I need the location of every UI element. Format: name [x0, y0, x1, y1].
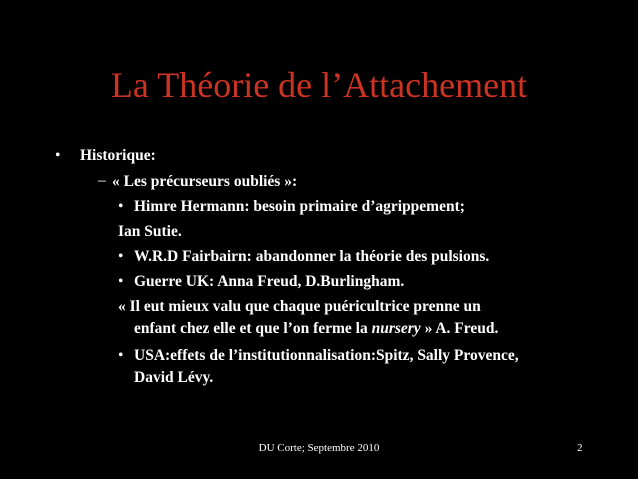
- bullet-icon: •: [118, 248, 124, 265]
- bullet-historique: [55, 147, 156, 165]
- bullet-text: Historique:: [80, 147, 156, 164]
- bullet-guerre: [118, 273, 405, 291]
- quote-text-a: enfant chez elle et que l’on ferme la: [134, 320, 372, 337]
- bullet-himre: [118, 198, 465, 216]
- quote-emphasis: nursery: [371, 320, 421, 337]
- slide-title: La Théorie de l’Attachement: [110, 65, 528, 105]
- slide-footer: DU Corte; Septembre 2010: [258, 442, 380, 454]
- bullet-fairbairn: [118, 248, 490, 266]
- bullet-icon: •: [55, 147, 61, 164]
- page-number: 2: [577, 442, 583, 454]
- quote-line-1: « Il eut mieux valu que chaque puéricultrice prenne un: [118, 298, 481, 315]
- bullet-icon: •: [118, 198, 124, 215]
- bullet-text: W.R.D Fairbairn: abandonner la théorie des pulsions.: [134, 248, 490, 265]
- dash-icon: –: [98, 172, 106, 189]
- bullet-icon: •: [118, 347, 124, 364]
- bullet-text: Himre Hermann: besoin primaire d’agrippement;: [134, 198, 465, 215]
- bullet-text: USA:effets de l’institutionnalisation:Spitz, Sally Provence,: [134, 347, 519, 364]
- subbullet-precurseurs: [98, 172, 298, 191]
- bullet-icon: •: [118, 273, 124, 290]
- usa-line-2: David Lévy.: [134, 369, 214, 386]
- text-ian: Ian Sutie.: [118, 223, 182, 240]
- quote-line-2: [134, 320, 498, 338]
- subbullet-text: « Les précurseurs oubliés »:: [112, 173, 298, 190]
- quote-text-b: » A. Freud.: [420, 320, 499, 337]
- bullet-usa: [118, 347, 519, 365]
- bullet-text: Guerre UK: Anna Freud, D.Burlingham.: [134, 273, 405, 290]
